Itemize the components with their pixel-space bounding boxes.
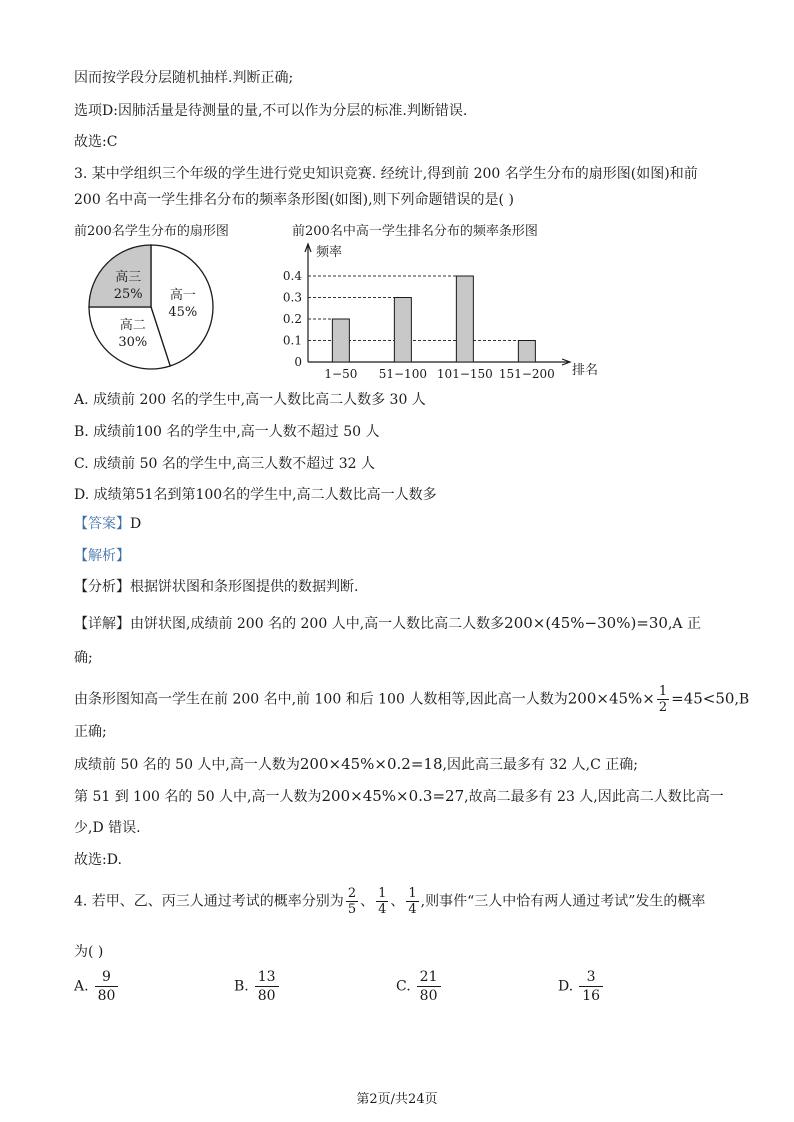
q4-option-a-fraction [95,968,119,1005]
q3-conclusion: 故选:D. [74,852,122,868]
q4-option-c-denominator: 80 [419,988,438,1004]
prob-fraction-1 [346,886,358,917]
bar-0 [332,319,349,362]
prob-3-denominator: 4 [408,902,417,917]
prev-line-3: 故选:C [74,134,118,150]
q3-option-d: D. 成绩第51名到第100名的学生中,高二人数比高一人数多 [74,487,437,503]
detail-math-3b: =45<50 [671,689,735,708]
q3-stem-line-1: 3. 某中学组织三个年级的学生进行党史知识竞赛. 经统计,得到前 200 名学生分布的扇形图(如图)和前 [74,166,698,182]
separator-2: 、 [390,893,405,910]
q4-option-b-fraction [255,968,279,1005]
pie-value-label-2: 25% [113,287,143,303]
detail-fraction-half [657,684,669,715]
prob-1-numerator: 2 [347,886,357,901]
prob-3-numerator: 1 [408,886,417,901]
pie-label-0: 高一 [169,287,196,303]
q4-stem-text-a: 4. 若甲、乙、丙三人通过考试的概率分别为 [74,893,344,910]
q4-option-c [396,968,441,1005]
prob-fraction-3 [406,886,418,917]
bar-chart [270,240,599,381]
pie-label-1: 高二 [119,318,146,334]
q4-stem-line-2: 为( ) [74,944,104,960]
detail-text-3: 由条形图知高一学生在前 200 名中,前 100 和后 100 人数相等,因此高一人数为 [74,691,568,708]
detail-math-6: 200×45%×0.3=27 [321,787,465,805]
detail-text-6: 第 51 到 100 名的 50 人中,高一人数为 [74,789,322,805]
q3-option-b: B. 成绩前100 名的学生中,高一人数不超过 50 人 [74,424,380,440]
q4-option-a-denominator: 80 [97,988,116,1004]
bar-y-tick-2: 0.2 [282,312,302,326]
bar-y-tick-1: 0.1 [282,333,302,348]
q4-option-a-numerator: 9 [95,968,119,987]
detail-line-2: 确; [74,650,93,666]
detail-line-6 [74,786,724,807]
fenxi-line [74,577,358,597]
q3-option-a: A. 成绩前 200 名的学生中,高一人数比高二人数多 30 人 [74,392,426,408]
separator-1: 、 [360,893,375,910]
prob-fraction-2 [376,886,388,917]
q4-option-d-numerator: 3 [579,968,603,987]
pie-value-label-1: 30% [118,335,148,351]
bar-y-tick-3: 0.3 [282,290,302,305]
q4-option-d-denominator: 16 [582,988,601,1004]
detail-line-5 [74,754,638,775]
analysis-label: 【解析】 [74,548,130,564]
detail-line-7: 少,D 错误. [74,820,141,836]
detail-label: 【详解】 [74,616,130,632]
q4-option-d [558,968,603,1005]
pie-chart-title: 前200名学生分布的扇形图 [74,224,229,239]
analysis-line [74,546,130,566]
detail-math-1: 200×(45%−30%)=30 [504,614,668,632]
detail-end-1: ,A 正 [667,616,701,632]
fenxi-label: 【分析】 [74,579,130,595]
bar-y-tick-4: 0.4 [282,269,302,283]
detail-math-5: 200×45%×0.2=18 [299,755,443,773]
bar-chart-title: 前200名中高一学生排名分布的频率条形图 [292,224,538,239]
detail-line-4: 正确; [74,724,107,740]
bar-x-axis-title: 排名 [572,363,599,378]
pie-chart [86,242,216,372]
prob-2-denominator: 4 [378,902,387,917]
bar-category-label-3: 151−200 [498,367,555,381]
bar-y-axis-title: 频率 [316,245,343,260]
fenxi-text: 根据饼状图和条形图提供的数据判断. [130,579,359,595]
pie-value-label-0: 45% [168,304,198,320]
bar-3 [518,341,535,363]
detail-end-3: ,B [734,691,750,708]
q4-option-b-denominator: 80 [257,988,276,1004]
detail-line-1 [74,613,701,634]
bar-y-tick-0: 0 [294,355,302,369]
prob-2-numerator: 1 [378,886,387,901]
page-footer: 第2页/共24页 [356,1092,438,1107]
q4-option-c-fraction [417,968,441,1005]
q3-option-c: C. 成绩前 50 名的学生中,高三人数不超过 32 人 [74,456,375,472]
q3-stem-line-2: 200 名中高一学生排名分布的频率条形图(如图),则下列命题错误的是( ) [74,192,514,208]
bar-1 [394,298,411,363]
detail-math-3a: 200×45%× [567,689,655,708]
bar-category-label-1: 51−100 [378,367,427,381]
q4-option-a [74,968,118,1005]
half-denominator: 2 [658,700,668,715]
pie-label-2: 高三 [115,270,142,286]
q4-option-a-label: A. [74,978,89,995]
answer-value: D [130,516,142,532]
q4-option-c-label: C. [396,978,411,995]
q4-option-b [234,968,279,1005]
detail-end-6: ,故高二最多有 23 人,因此高二人数比高一 [464,789,724,805]
q4-option-b-label: B. [234,978,249,995]
prev-line-2: 选项D:因肺活量是待测量的量,不可以作为分层的标准.判断错误. [74,103,468,119]
q4-option-d-fraction [579,968,603,1005]
q4-stem-line-1 [74,886,705,917]
answer-line [74,514,141,534]
prev-line-1: 因而按学段分层随机抽样.判断正确; [74,70,294,86]
q4-stem-text-b: ,则事件“三人中恰有两人通过考试”发生的概率 [420,893,706,910]
q4-option-c-numerator: 21 [417,968,441,987]
prob-1-denominator: 5 [347,902,357,917]
bar-category-label-2: 101−150 [436,367,493,381]
answer-label: 【答案】 [74,516,130,532]
detail-text-5: 成绩前 50 名的 50 人中,高一人数为 [74,757,300,773]
q4-option-d-label: D. [558,978,574,995]
detail-text-1: 由饼状图,成绩前 200 名的 200 人中,高一人数比高二人数多 [130,616,505,632]
detail-line-3 [74,684,749,715]
q4-option-b-numerator: 13 [255,968,279,987]
detail-end-5: ,因此高三最多有 32 人,C 正确; [442,757,639,773]
half-numerator: 1 [658,684,668,699]
bar-category-label-0: 1−50 [324,367,358,381]
bar-2 [456,276,473,362]
